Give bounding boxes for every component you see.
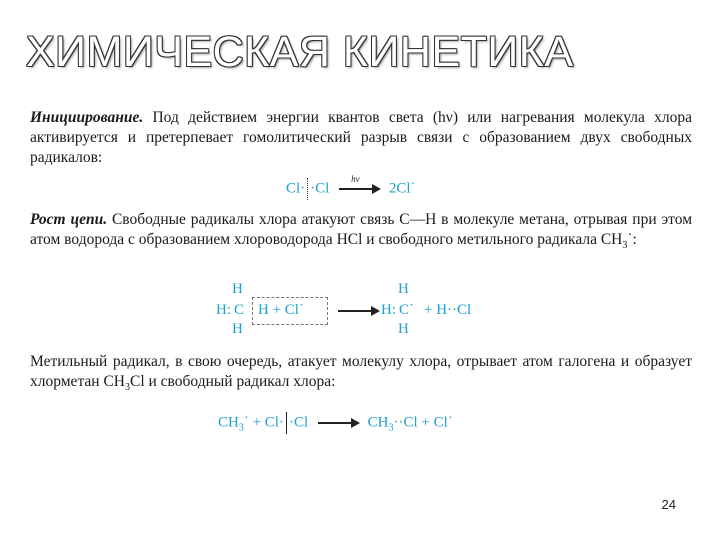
eq-cl-right: ·Cl bbox=[310, 180, 330, 197]
bond-break-line bbox=[307, 178, 308, 200]
propagation-tail: ˙: bbox=[627, 231, 637, 248]
bond-break-line bbox=[286, 412, 287, 434]
slide-title: ХИМИЧЕСКАЯ КИНЕТИКА bbox=[26, 28, 574, 76]
methane-h-left: H: bbox=[216, 302, 231, 318]
final-right-tail: ··Cl + Cl˙ bbox=[393, 414, 453, 431]
final-right: CH bbox=[367, 414, 389, 431]
radical-h-left: H: bbox=[381, 302, 396, 318]
final-right-sub: 3 bbox=[388, 422, 394, 434]
initiation-equation bbox=[286, 174, 416, 200]
reaction-arrow-icon bbox=[338, 310, 378, 312]
page-number: 24 bbox=[661, 497, 676, 512]
mechanism-arrow bbox=[332, 302, 384, 319]
methyl-paragraph bbox=[30, 352, 692, 398]
reaction-arrow-icon bbox=[318, 422, 358, 424]
propagation-sub: 3 bbox=[622, 240, 628, 252]
methane-h-bottom: H bbox=[232, 321, 243, 337]
initiation-lead: Инициирование. bbox=[30, 109, 144, 126]
propagation-lead: Рост цепи. bbox=[30, 211, 108, 228]
final-left-b: ·Cl bbox=[288, 414, 309, 431]
eq-cl-left: Cl· bbox=[286, 180, 306, 197]
radical-h-top: H bbox=[398, 281, 409, 297]
eq-product: 2Cl˙ bbox=[388, 180, 416, 197]
initiation-paragraph bbox=[30, 108, 692, 168]
methyl-sub: 3 bbox=[124, 382, 130, 394]
final-equation bbox=[218, 412, 453, 434]
arrow-label: hν bbox=[351, 174, 360, 184]
hcl-product: + H··Cl bbox=[424, 302, 472, 318]
final-left: CH bbox=[218, 414, 239, 431]
methane-c: C bbox=[234, 302, 245, 318]
final-left-dot: ˙ + Cl· bbox=[243, 414, 284, 431]
radical-h-bottom: H bbox=[398, 321, 409, 337]
methyl-text: Метильный радикал, в свою очередь, атакует молекулу хлора, отрывает атом галогена и образует хлорметан CH bbox=[30, 353, 692, 390]
methane-h-top: H bbox=[232, 281, 243, 297]
h-plus-cl: H + Cl˙ bbox=[258, 302, 304, 318]
final-left-sub: 3 bbox=[238, 422, 244, 434]
initiation-text: Под действием энергии квантов света (hν) или нагревания молекула хлора активируется и претерпевает гомолитический разрыв связи с образованием двух свободных радикалов: bbox=[30, 109, 692, 166]
radical-c: C˙ bbox=[399, 302, 414, 318]
propagation-paragraph bbox=[30, 210, 692, 256]
reaction-arrow-icon bbox=[339, 174, 379, 190]
methyl-tail: Cl и свободный радикал хлора: bbox=[129, 373, 336, 390]
propagation-text: Свободные радикалы хлора атакуют связь C—H в молекуле метана, отрывая при этом атом водорода с образованием хлороводорода HCl и свободного метильного радикала CH bbox=[30, 211, 692, 248]
